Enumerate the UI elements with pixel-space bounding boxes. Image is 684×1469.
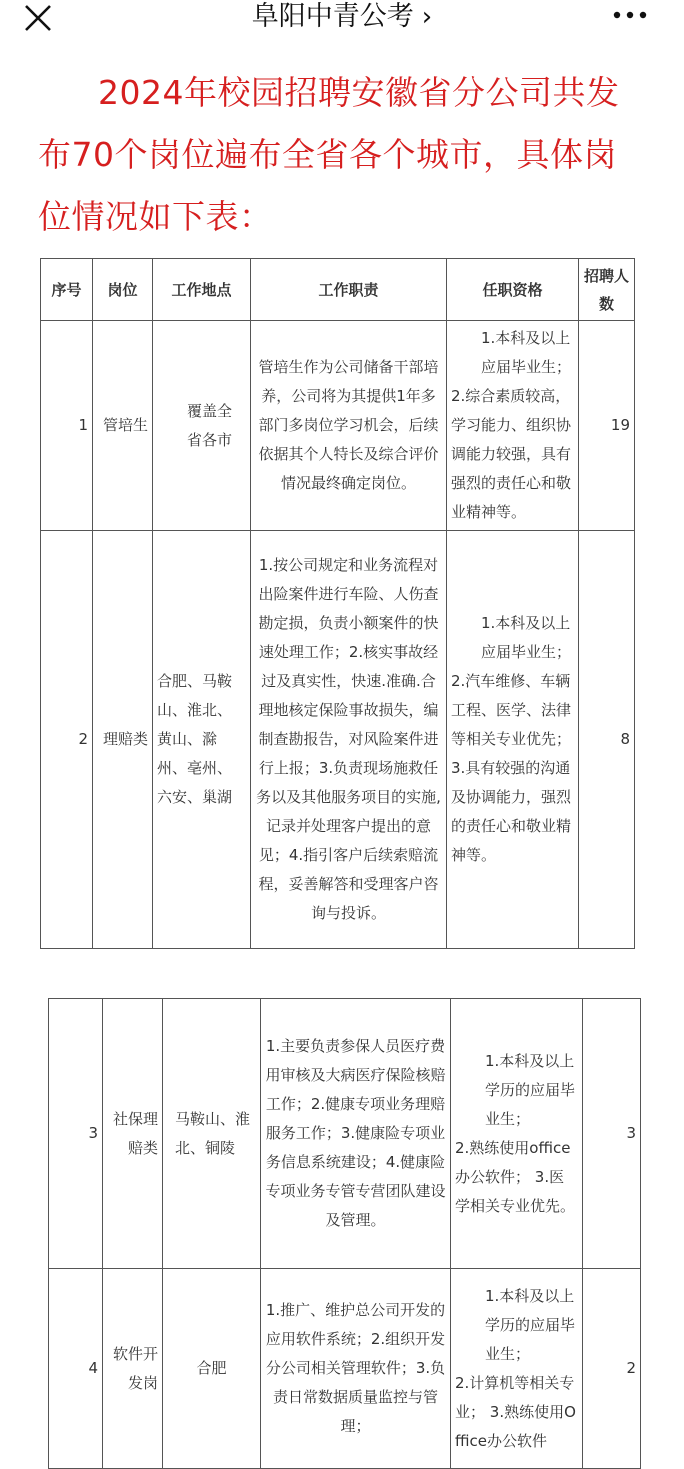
row-qualifications xyxy=(447,531,579,949)
account-title[interactable] xyxy=(0,0,684,34)
row-qualifications xyxy=(451,1269,583,1469)
row-duties: 管培生作为公司储备干部培养，公司将为其提供1年多部门多岗位学习机会，后续依据其个人特长及综合评价情况最终确定岗位。 xyxy=(251,321,447,531)
row-qualifications xyxy=(447,321,579,531)
row-position: 社保理赔类 xyxy=(103,999,163,1269)
qualification-item: 2.熟练使用office办公软件； xyxy=(455,1138,571,1186)
qualification-item: 3.具有较强的沟通及协调能力，强烈的责任心和敬业精神等。 xyxy=(451,759,572,864)
job-table-part-1 xyxy=(40,258,635,949)
row-position: 管培生 xyxy=(93,321,153,531)
row-location: 马鞍山、淮北、铜陵 xyxy=(163,999,261,1269)
top-bar xyxy=(0,0,684,36)
qualification-item: 1.本科及以上应届毕业生； xyxy=(481,614,572,661)
account-name: 阜阳中青公考 xyxy=(251,1,414,32)
table-row xyxy=(41,321,635,531)
col-header-no: 序号 xyxy=(41,259,93,321)
row-location: 合肥 xyxy=(163,1269,261,1469)
chevron-right-icon: › xyxy=(421,2,433,32)
table-row xyxy=(49,1269,641,1469)
qualification-item: 3.熟练使用Office办公软件 xyxy=(455,1402,576,1450)
row-position: 理赔类 xyxy=(93,531,153,949)
table-header-row xyxy=(41,259,635,321)
row-no: 1 xyxy=(41,321,93,531)
col-header-position: 岗位 xyxy=(93,259,153,321)
row-no: 4 xyxy=(49,1269,103,1469)
qualification-item: 1.本科及以上学历的应届毕业生； xyxy=(485,1051,576,1128)
row-duties: 1.主要负责参保人员医疗费用审核及大病医疗保险核赔工作；2.健康专项业务理赔服务工作；3.健康险专项业务信息系统建设；4.健康险专项业务专管专营团队建设及管理。 xyxy=(261,999,451,1269)
article-headline: 2024年校园招聘安徽省分公司共发布70个岗位遍布全省各个城市，具体岗位情况如下表： xyxy=(38,73,620,236)
table-row xyxy=(49,999,641,1269)
row-position: 软件开发岗 xyxy=(103,1269,163,1469)
col-header-location: 工作地点 xyxy=(153,259,251,321)
qualification-item: 2.综合素质较高，学习能力、组织协调能力较强，具有强烈的责任心和敬业精神等。 xyxy=(451,387,572,521)
row-count: 2 xyxy=(583,1269,641,1469)
more-icon[interactable] xyxy=(612,10,648,20)
row-qualifications xyxy=(451,999,583,1269)
row-no: 3 xyxy=(49,999,103,1269)
qualification-item: 2.计算机等相关专业； xyxy=(455,1373,575,1421)
job-table-part-2 xyxy=(48,998,641,1469)
qualification-item: 1.本科及以上学历的应届毕业生； xyxy=(485,1286,576,1363)
row-duties: 1.按公司规定和业务流程对出险案件进行车险、人伤查勘定损，负责小额案件的快速处理工作；2.核实事故经过及真实性，快速.准确.合理地核定保险事故损失，编制查勘报告，对风险案件进行上报；3.负责现场施救任务以及其他服务项目的实施,记录并处理客户提出的意见；4.指引客户后续索赔流程，妥善解答和受理客户咨询与投诉。 xyxy=(251,531,447,949)
table-row xyxy=(41,531,635,949)
qualification-item: 3.医学相关专业优先。 xyxy=(455,1167,576,1215)
row-duties: 1.推广、维护总公司开发的应用软件系统；2.组织开发分公司相关管理软件；3.负责日常数据质量监控与管理； xyxy=(261,1269,451,1469)
col-header-qualifications: 任职资格 xyxy=(447,259,579,321)
row-location: 覆盖全省各市 xyxy=(153,321,251,531)
qualification-item: 1.本科及以上应届毕业生； xyxy=(481,329,572,376)
row-count: 19 xyxy=(579,321,635,531)
qualification-item: 2.汽车维修、车辆工程、医学、法律等相关专业优先； xyxy=(451,672,572,748)
row-count: 8 xyxy=(579,531,635,949)
row-location: 合肥、马鞍山、淮北、黄山、滁州、亳州、六安、巢湖 xyxy=(153,531,251,949)
row-count: 3 xyxy=(583,999,641,1269)
col-header-duties: 工作职责 xyxy=(251,259,447,321)
row-no: 2 xyxy=(41,531,93,949)
col-header-count: 招聘人数 xyxy=(579,259,635,321)
